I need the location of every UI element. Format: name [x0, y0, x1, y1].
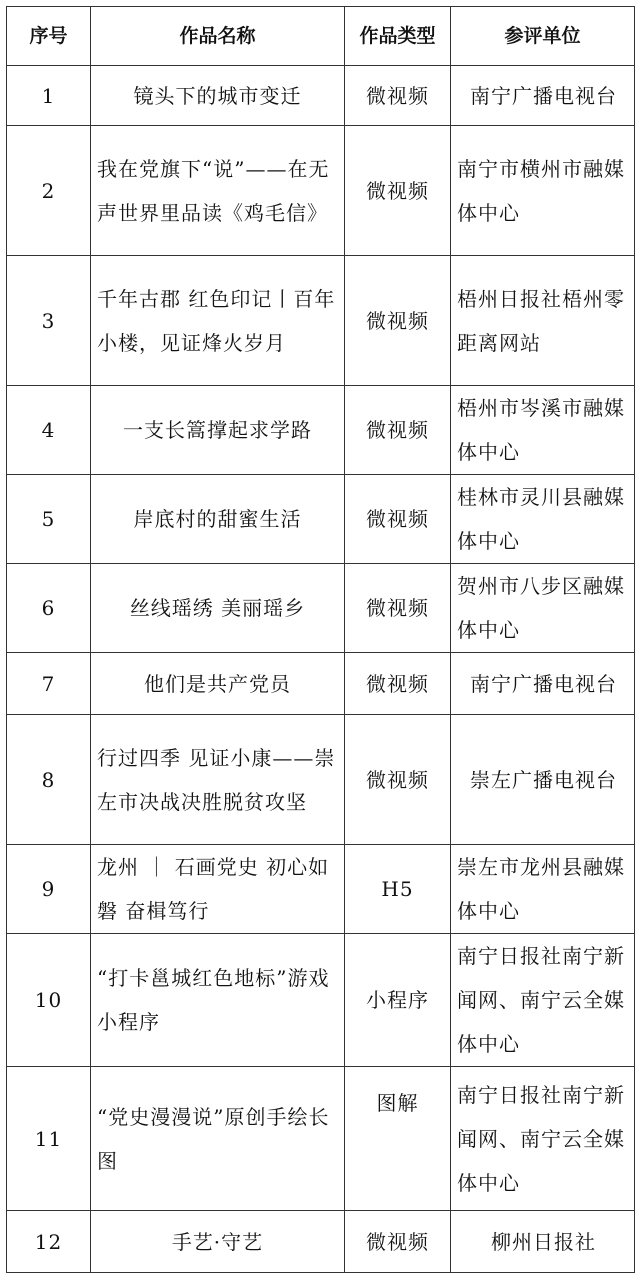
cell-unit: 南宁日报社南宁新闻网、南宁云全媒体中心: [451, 1067, 635, 1211]
cell-unit: 崇左市龙州县融媒体中心: [451, 845, 635, 934]
header-index: 序号: [7, 7, 91, 66]
table-row: [7, 256, 635, 386]
table-row: [7, 126, 635, 256]
header-unit: 参评单位: [451, 7, 635, 66]
cell-work-name: 他们是共产党员: [91, 653, 345, 715]
cell-work-type: 小程序: [345, 934, 451, 1067]
table-row: [7, 934, 635, 1067]
cell-work-type: 微视频: [345, 126, 451, 256]
cell-index: 2: [7, 126, 91, 256]
cell-work-type: 图解: [345, 1067, 451, 1211]
cell-work-type: 微视频: [345, 715, 451, 845]
cell-unit: 南宁日报社南宁新闻网、南宁云全媒体中心: [451, 934, 635, 1067]
header-work-name: 作品名称: [91, 7, 345, 66]
cell-index: 5: [7, 475, 91, 564]
cell-work-name: 我在党旗下“说”——在无声世界里品读《鸡毛信》: [91, 126, 345, 256]
cell-index: 3: [7, 256, 91, 386]
table-row: [7, 1067, 635, 1211]
cell-unit: 桂林市灵川县融媒体中心: [451, 475, 635, 564]
cell-work-type: 微视频: [345, 256, 451, 386]
award-table: [6, 6, 635, 1273]
cell-unit: 贺州市八步区融媒体中心: [451, 564, 635, 653]
table-row: [7, 475, 635, 564]
cell-work-name: 镜头下的城市变迁: [91, 66, 345, 126]
cell-index: 4: [7, 386, 91, 475]
cell-index: 12: [7, 1211, 91, 1273]
table-body: [7, 66, 635, 1273]
cell-index: 11: [7, 1067, 91, 1211]
cell-unit: 梧州日报社梧州零距离网站: [451, 256, 635, 386]
cell-work-name: 一支长篙撑起求学路: [91, 386, 345, 475]
table-row: [7, 1211, 635, 1273]
cell-work-name: 丝线瑶绣 美丽瑶乡: [91, 564, 345, 653]
cell-work-name: 手艺·守艺: [91, 1211, 345, 1273]
cell-work-name: 岸底村的甜蜜生活: [91, 475, 345, 564]
cell-unit: 南宁市横州市融媒体中心: [451, 126, 635, 256]
cell-index: 10: [7, 934, 91, 1067]
cell-index: 1: [7, 66, 91, 126]
cell-work-name: 龙州 ｜ 石画党史 初心如磐 奋楫笃行: [91, 845, 345, 934]
header-work-type: 作品类型: [345, 7, 451, 66]
cell-work-type: 微视频: [345, 475, 451, 564]
table-row: [7, 66, 635, 126]
cell-work-type: 微视频: [345, 653, 451, 715]
table-row: [7, 564, 635, 653]
cell-index: 7: [7, 653, 91, 715]
table-row: [7, 715, 635, 845]
cell-work-type: H5: [345, 845, 451, 934]
cell-work-name: 千年古郡 红色印记丨百年小楼，见证烽火岁月: [91, 256, 345, 386]
cell-work-type: 微视频: [345, 1211, 451, 1273]
cell-work-name: 行过四季 见证小康——崇左市决战决胜脱贫攻坚: [91, 715, 345, 845]
cell-work-type: 微视频: [345, 386, 451, 475]
table-row: [7, 653, 635, 715]
cell-work-type: 微视频: [345, 564, 451, 653]
cell-work-name: “党史漫漫说”原创手绘长图: [91, 1067, 345, 1211]
cell-index: 9: [7, 845, 91, 934]
cell-index: 6: [7, 564, 91, 653]
cell-unit: 柳州日报社: [451, 1211, 635, 1273]
table-header-row: [7, 7, 635, 66]
cell-unit: 梧州市岑溪市融媒体中心: [451, 386, 635, 475]
table-row: [7, 386, 635, 475]
cell-unit: 南宁广播电视台: [451, 66, 635, 126]
cell-unit: 崇左广播电视台: [451, 715, 635, 845]
cell-work-name: “打卡邕城红色地标”游戏小程序: [91, 934, 345, 1067]
cell-unit: 南宁广播电视台: [451, 653, 635, 715]
cell-index: 8: [7, 715, 91, 845]
table-row: [7, 845, 635, 934]
cell-work-type: 微视频: [345, 66, 451, 126]
